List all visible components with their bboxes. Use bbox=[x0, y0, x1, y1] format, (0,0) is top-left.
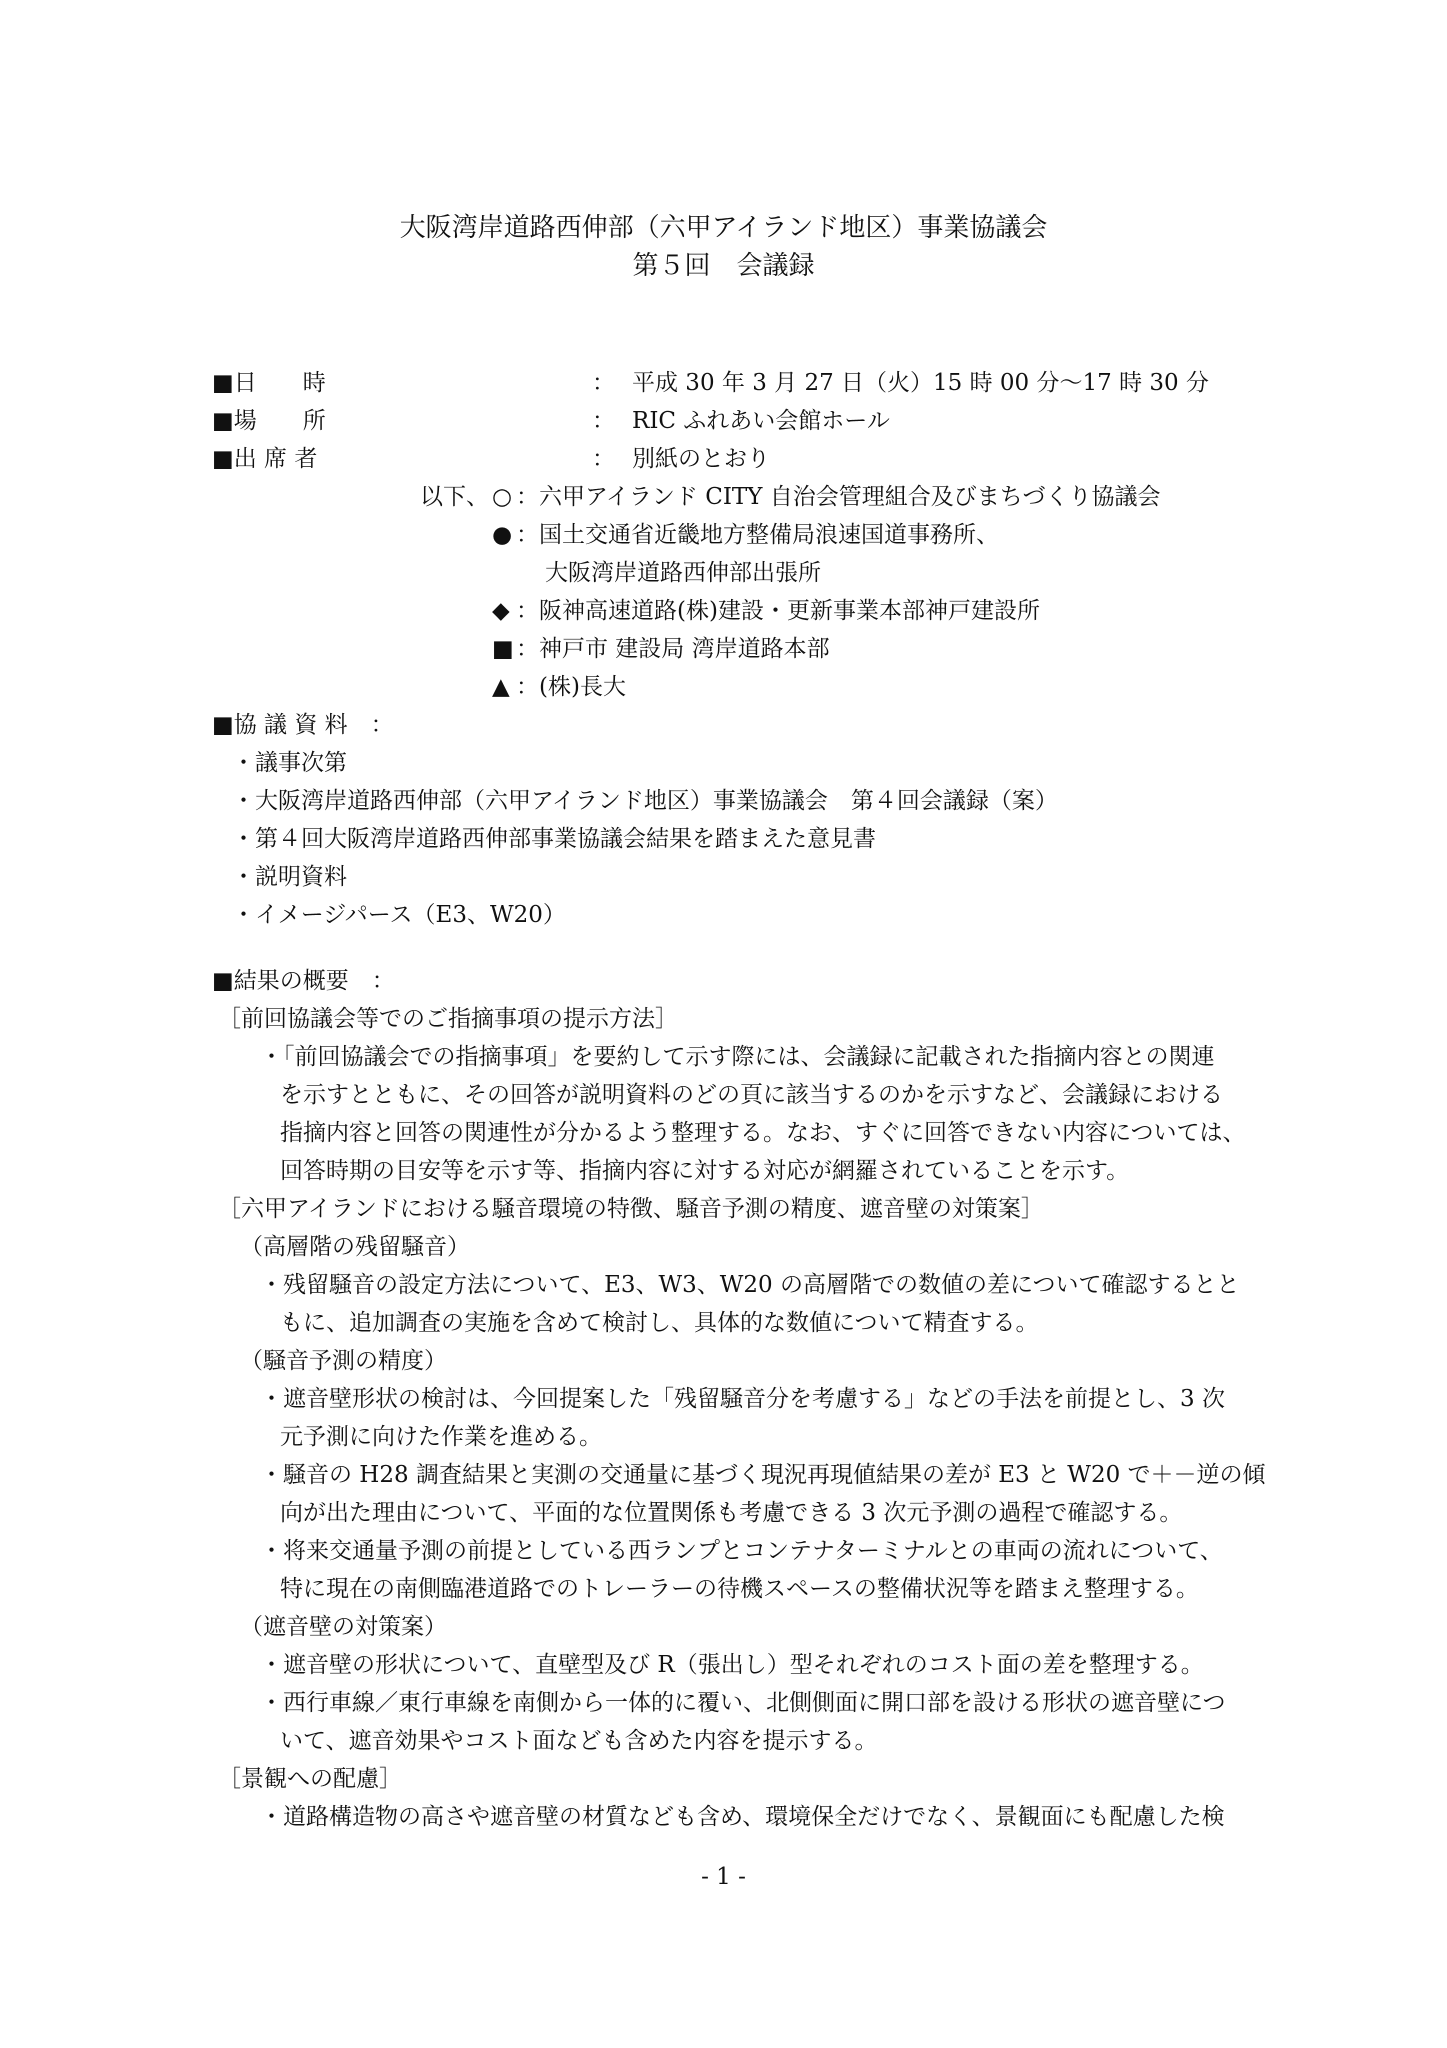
legend-mark-triangle: ▲ bbox=[492, 674, 510, 700]
summary-bullet: ・「前回協議会での指摘事項」を要約して示す際には、会議録に記載された指摘内容との関連 bbox=[260, 1044, 1215, 1070]
summary-line: を示すとともに、その回答が説明資料のどの頁に該当するのかを示すなど、会議録における bbox=[280, 1082, 1223, 1108]
document-subtitle: 第５回 会議録 bbox=[632, 251, 815, 281]
summary-line: 回答時期の目安等を示す等、指摘内容に対する対応が網羅されていることを示す。 bbox=[280, 1158, 1130, 1184]
info-place-label: ■場 所 bbox=[212, 408, 326, 434]
info-place-row bbox=[212, 403, 1112, 439]
section-heading: ［六甲アイランドにおける騒音環境の特徴、騒音予測の精度、遮音壁の対策案］ bbox=[218, 1196, 1044, 1222]
legend-intro: 以下、 bbox=[420, 484, 489, 510]
info-date-row bbox=[212, 365, 1209, 401]
info-attendees-colon: ： bbox=[592, 446, 615, 472]
legend-mark-filled-circle: ● bbox=[492, 522, 513, 548]
document-title: 大阪湾岸道路西伸部（六甲アイランド地区）事業協議会 bbox=[399, 213, 1048, 243]
summary-label: ■結果の概要 ： bbox=[212, 968, 395, 994]
info-attendees-value: 別紙のとおり bbox=[632, 446, 770, 472]
legend-text: ：(株)長大 bbox=[516, 674, 626, 700]
info-place-colon: ： bbox=[592, 408, 615, 434]
materials-item: ・イメージパース（E3、W20） bbox=[232, 902, 566, 928]
legend-mark-square: ■ bbox=[492, 636, 514, 662]
materials-label: ■協 議 資 料 ： bbox=[212, 712, 394, 738]
materials-item: ・議事次第 bbox=[232, 750, 347, 776]
summary-line: いて、遮音効果やコスト面なども含めた内容を提示する。 bbox=[280, 1728, 878, 1754]
summary-bullet: ・西行車線／東行車線を南側から一体的に覆い、北側側面に開口部を設ける形状の遮音壁につ bbox=[260, 1690, 1226, 1716]
summary-bullet: ・将来交通量予測の前提としている西ランプとコンテナターミナルとの車両の流れについて、 bbox=[260, 1538, 1223, 1564]
legend-text: ：神戸市 建設局 湾岸道路本部 bbox=[516, 636, 830, 662]
legend-text: ：阪神高速道路(株)建設・更新事業本部神戸建設所 bbox=[516, 598, 1040, 624]
summary-bullet: ・騒音の H28 調査結果と実測の交通量に基づく現況再現値結果の差が E3 と W20 で＋－逆の傾 bbox=[260, 1462, 1266, 1488]
legend-text: ：六甲アイランド CITY 自治会管理組合及びまちづくり協議会 bbox=[516, 484, 1161, 510]
info-attendees-row bbox=[212, 441, 1112, 477]
summary-bullet: ・遮音壁の形状について、直壁型及び R（張出し）型それぞれのコスト面の差を整理する。 bbox=[260, 1652, 1204, 1678]
summary-line: 指摘内容と回答の関連性が分かるよう整理する。なお、すぐに回答できない内容については、 bbox=[280, 1120, 1246, 1146]
info-date-value: 平成 30 年 3 月 27 日（火）15 時 00 分〜17 時 30 分 bbox=[632, 370, 1209, 396]
subsection-heading: （騒音予測の精度） bbox=[240, 1348, 447, 1374]
materials-item: ・第４回大阪湾岸道路西伸部事業協議会結果を踏まえた意見書 bbox=[232, 826, 876, 852]
info-date-colon: ： bbox=[592, 370, 615, 396]
page-number: - 1 - bbox=[701, 1864, 746, 1890]
summary-bullet: ・残留騒音の設定方法について、E3、W3、W20 の高層階での数値の差について確認するとと bbox=[260, 1272, 1240, 1298]
info-place-value: RIC ふれあい会館ホール bbox=[632, 408, 890, 434]
info-attendees-label: ■出 席 者 bbox=[212, 446, 318, 472]
legend-text: ：国土交通省近畿地方整備局浪速国道事務所、 bbox=[516, 522, 999, 548]
summary-line: 向が出た理由について、平面的な位置関係も考慮できる 3 次元予測の過程で確認する。 bbox=[280, 1500, 1183, 1526]
materials-item: ・大阪湾岸道路西伸部（六甲アイランド地区）事業協議会 第４回会議録（案） bbox=[232, 788, 1058, 814]
subsection-heading: （高層階の残留騒音） bbox=[240, 1234, 470, 1260]
materials-item: ・説明資料 bbox=[232, 864, 347, 890]
legend-text-continued: 大阪湾岸道路西伸部出張所 bbox=[545, 560, 821, 586]
subsection-heading: （遮音壁の対策案） bbox=[240, 1614, 447, 1640]
section-heading: ［前回協議会等でのご指摘事項の提示方法］ bbox=[218, 1006, 678, 1032]
info-date-label: ■日 時 bbox=[212, 370, 326, 396]
section-heading: ［景観への配慮］ bbox=[218, 1766, 402, 1792]
summary-line: 特に現在の南側臨港道路でのトレーラーの待機スペースの整備状況等を踏まえ整理する。 bbox=[280, 1576, 1199, 1602]
legend-mark-circle: ○ bbox=[492, 484, 513, 510]
summary-bullet: ・道路構造物の高さや遮音壁の材質なども含め、環境保全だけでなく、景観面にも配慮した検 bbox=[260, 1804, 1225, 1830]
summary-line: もに、追加調査の実施を含めて検討し、具体的な数値について精査する。 bbox=[280, 1310, 1039, 1336]
summary-line: 元予測に向けた作業を進める。 bbox=[280, 1424, 602, 1450]
legend-mark-diamond: ◆ bbox=[492, 598, 510, 624]
summary-bullet: ・遮音壁形状の検討は、今回提案した「残留騒音分を考慮する」などの手法を前提とし、3 次 bbox=[260, 1386, 1225, 1412]
